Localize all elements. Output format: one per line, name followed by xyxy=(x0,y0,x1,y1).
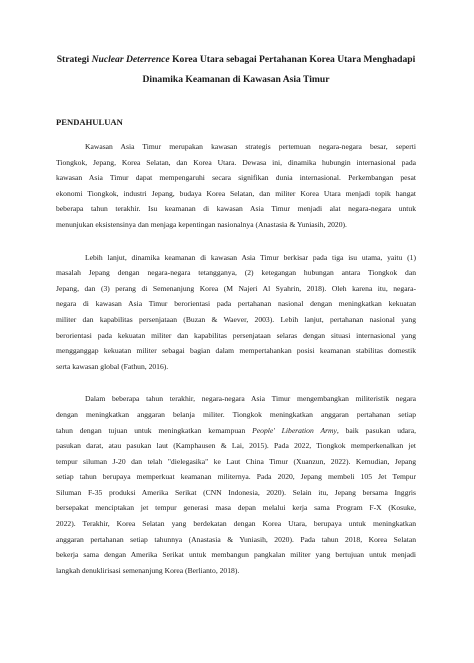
paragraph-line: ekonomi Tiongkok, industri Jepang, budaya Korea Selatan, dan militer Korea Utara menjadi topik hangat xyxy=(56,188,416,198)
paragraph-line: mengganggap kekuatan militer sebagai bagian dalam mempertahankan posisi keamanan stabilitas domestik xyxy=(56,346,416,356)
paragraph-2 xyxy=(56,250,416,375)
paragraph-line: Siluman F-35 produksi Amerika Serikat (CNN Indonesia, 2020). Selain itu, Jepang bersama Inggris xyxy=(56,487,416,497)
paragraph-1 xyxy=(56,139,416,233)
paragraph-line: pasukan darat, atau pasukan laut (Kamphausen & Lai, 2015). Pada 2022, Tiongkok memperkenalkan jet xyxy=(56,441,416,451)
paragraph-line: tempur siluman J-20 dan telah "dielegasika" ke Laut China Timur (Xuanzun, 2022). Kemudian, Jepang xyxy=(56,456,416,466)
paragraph-line: menunjukan eksistensinya dan menjaga kepentingan nasionalnya (Anastasia & Yuniasih, 2020). xyxy=(56,219,347,229)
paragraph-line: militer dan kapabilitas persenjataan (Buzan & Waever, 2003). Lebih lanjut, pertahanan nasional yang xyxy=(56,314,416,324)
title-line-2: Dinamika Keamanan di Kawasan Asia Timur xyxy=(142,74,330,85)
paragraph-3 xyxy=(56,391,416,578)
paragraph-line: masalah Jepang dengan negara-negara tetangganya, (2) ketegangan hubungan antara Tiongkok dan xyxy=(56,268,416,278)
paragraph-line: langkah denuklirisasi semenanjung Korea (Berlianto, 2018). xyxy=(56,565,240,575)
section-heading: PENDAHULUAN xyxy=(56,117,123,127)
paragraph-line: berorientasi pada kekuatan militer dan kapabilitas persenjataan selaras dengan situasi internasional yang xyxy=(56,330,416,340)
paragraph-line: beberapa tahun terakhir. Isu keamanan di kawasan Asia Timur menjadi alat negara-negara untuk xyxy=(56,204,416,214)
paragraph-line: Dalam beberapa tahun terakhir, negara-negara Asia Timur mengembangkan militeristik negara xyxy=(85,394,416,404)
paragraph-line: anggaran pertahanan setiap tahunnya (Anastasia & Yuniasih, 2020). Pada tahun 2018, Korea Selatan xyxy=(56,534,416,544)
paragraph-line: kawasan Asia Timur dapat mempengaruhi secara signifikan dunia internasional. Perkembangan pesat xyxy=(56,173,416,183)
paragraph-line: 2022). Terakhir, Korea Selatan yang berdekatan dengan Korea Utara, berupaya untuk meningkatkan xyxy=(56,519,416,529)
document-page xyxy=(0,50,474,663)
paragraph-line: negara di kawasan Asia Timur berorientasi pada pertahanan nasional dengan meningkatkan kekuatan xyxy=(56,299,416,309)
paragraph-line: Tiongkok, Jepang, Korea Selatan, dan Korea Utara. Dewasa ini, dinamika hubungin internasional pada xyxy=(56,157,416,167)
paragraph-line: bersepakat menciptakan jet tempur generasi masa depan melalui kerja sama Program F-X (Kosuke, xyxy=(56,503,416,513)
paragraph-line: dengan meningkatkan anggaran belanja militer. Tiongkok meningkatkan anggaran pertahanan setiap xyxy=(56,409,416,419)
paragraph-line: bekerja sama dengan Amerika Serikat untuk membangun pangkalan militer yang bertujuan untuk menjadi xyxy=(56,550,416,560)
document-title xyxy=(56,50,416,90)
paragraph-line: Kawasan Asia Timur merupakan kawasan strategis pertemuan negara-negara besar, seperti xyxy=(85,142,416,151)
paragraph-line: tahun dengan tujuan untuk meningkatkan kemampuan People' Liberation Army, baik pasukan udara, xyxy=(56,425,416,435)
paragraph-line: setiap tahun berupaya memperkuat keamanan militernya. Pada 2020, Jepang membeli 105 Jet Tempur xyxy=(56,472,416,482)
paragraph-line: serta kawasan global (Fathun, 2016). xyxy=(56,361,169,371)
paragraph-line: Jepang, dan (3) perang di Semenanjung Korea (M Najeri Al Syahrin, 2018). Oleh karena itu, negara- xyxy=(56,283,416,293)
paragraph-line: Lebih lanjut, dinamika keamanan di kawasan Asia Timur berkisar pada tiga isu utama, yaitu (1) xyxy=(85,252,416,262)
title-line-1: Strategi Nuclear Deterrence Korea Utara sebagai Pertahanan Korea Utara Menghadapi xyxy=(56,54,416,65)
